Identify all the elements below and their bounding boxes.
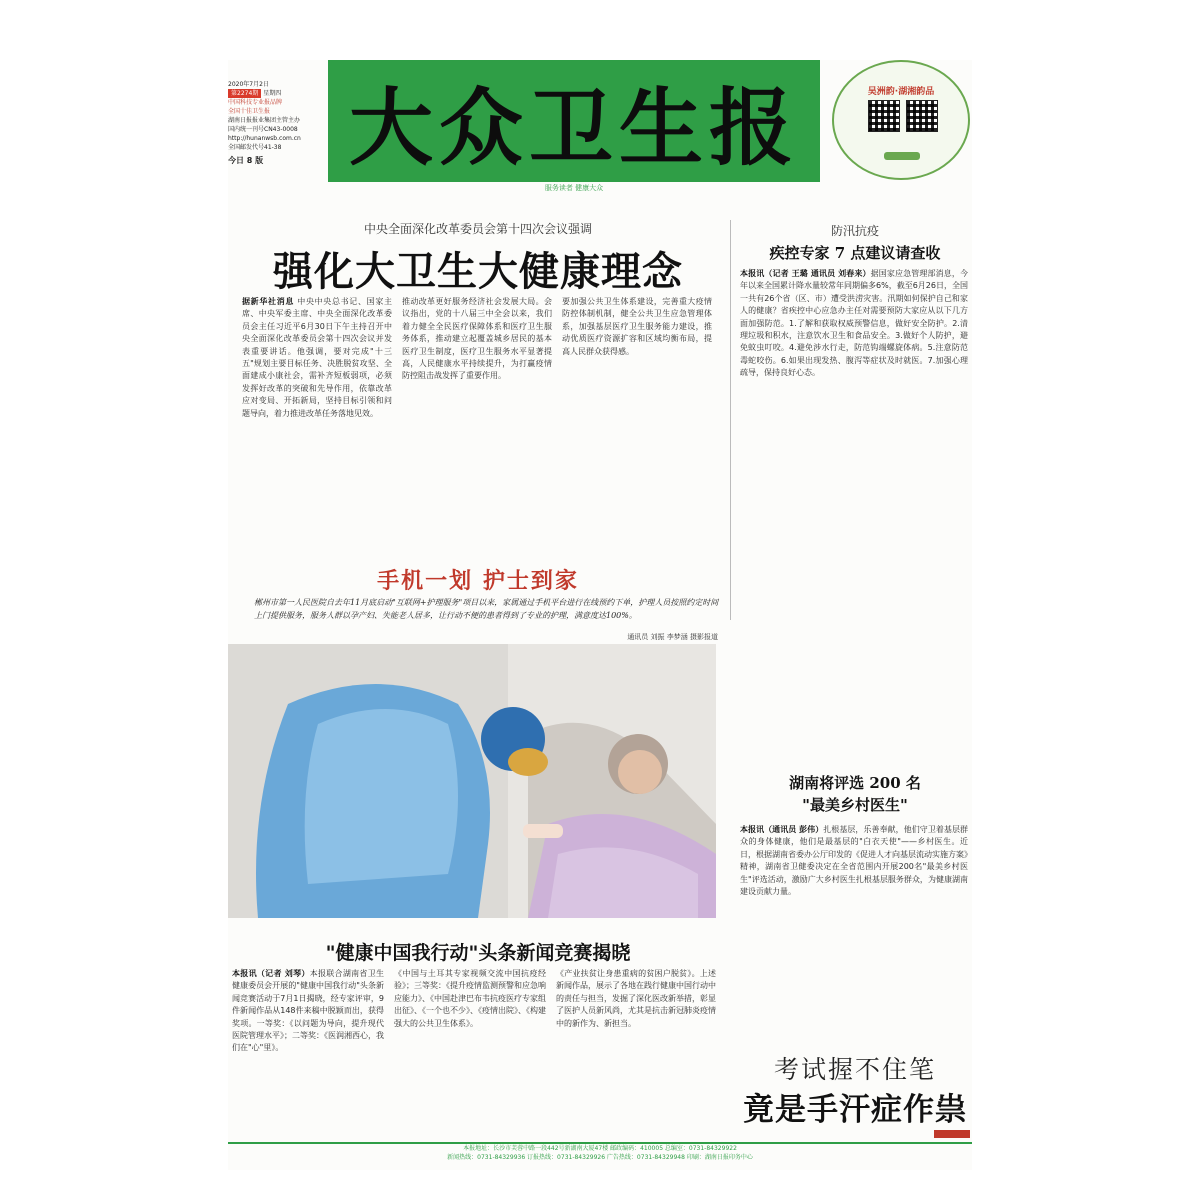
sidebar-headline-2b: "最美乡村医生" xyxy=(802,796,908,814)
footer-line: 新闻热线：0731-84329936 订报热线：0731-84329926 广告热线：0731-84329948 印刷：湖南日报印务中心 xyxy=(447,1154,753,1161)
lead-kicker: 中央全面深化改革委员会第十四次会议强调 xyxy=(363,222,592,236)
bottom-headline: "健康中国我行动"头条新闻竞赛揭晓 xyxy=(325,942,631,964)
qr-code-icon xyxy=(906,100,938,132)
badge-brand: 吴洲韵·湖湘韵品 xyxy=(867,87,935,97)
sidebar-kicker: 防汛抗疫 xyxy=(830,224,879,238)
photo-story-caption: 郴州市第一人民医院自去年11月底启动"互联网+护理服务"项目以来，家属通过手机平台进行在线预约下单，护理人员按照约定时间上门提供服务，服务人群以孕产妇、失能老人居多，让行动不便的患者得到了专业的护理，满意度达100%。 xyxy=(254,598,719,620)
ad-line-1: 考试握不住笔 xyxy=(773,1055,936,1084)
newspaper-page xyxy=(228,60,972,1170)
column-divider xyxy=(730,220,731,620)
ad-line-2: 竟是手汗症作祟 xyxy=(743,1092,967,1128)
sidebar-body-2: 本报讯（通讯员 彭伟）扎根基层，乐善奉献，他们守卫着基层群众的身体健康，他们是最基层的"白衣天使"——乡村医生。近日，根据湖南省委办公厅印发的《促进人才向基层流动实施方案》精神，湖南省卫健委决定在全省范围内开展200名"最美乡村医生"评选活动，激励广大乡村医生扎根基层服务群众，为健康湖南建设贡献力量。 xyxy=(740,825,968,897)
issue-weekday: 星期四 xyxy=(263,90,282,97)
qr-code-badge xyxy=(832,60,970,180)
footer-line: 本报地址：长沙市芙蓉中路一段442号新湖南大厦47楼 邮政编码：410005 总编室：0731-84329922 xyxy=(463,1145,737,1152)
lead-column-1: 据新华社消息 中央中央总书记、国家主席、中央军委主席、中央全面深化改革委员会主任习近平6月30日下午主持召开中央全面深化改革委员会第十四次会议并发表重要讲话。他强调，要对完成"十三五"规划主要目标任务、决胜脱贫攻坚、全面建成小康社会，需补齐短板弱项，必须发挥好改革的突破和先导作用，依靠改革应对变局、开拓新局，坚持目标引领和问题导向，着力推进改革任务落地见效。 xyxy=(242,297,392,418)
masthead-slogan: 服务读者 健康大众 xyxy=(544,184,604,192)
bottom-column-2: 《中国与土耳其专家视频交流中国抗疫经验》；三等奖：《提升疫情监测预警和应急响应能力》、《中国赴津巴布韦抗疫医疗专家组出征》、《一个也不少》、《疫情出院》、《构建强大的公共卫生体系》。 xyxy=(394,969,546,1028)
bottom-column-1: 本报讯（记者 刘琴）本报联合湖南省卫生健康委员会开展的"健康中国我行动"头条新闻竞赛活动于7月1日揭晓，经专家评审，9件新闻作品从148件来稿中脱颖而出，获得奖项。一等奖：《以问题为导向，提升现代医院管理水平》；二等奖：《医润湘西心，我们在"心"里》。 xyxy=(232,969,384,1053)
laurel-icon xyxy=(884,152,920,160)
masthead-banner xyxy=(328,60,820,182)
lead-column-3: 要加强公共卫生体系建设，完善重大疫情防控体制机制，健全公共卫生应急管理体系，加强基层医疗卫生服务能力建设，推动优质医疗资源扩容和区域均衡布局，提高人民群众获得感。 xyxy=(562,297,712,356)
ad-tag-icon xyxy=(934,1130,970,1138)
publisher-line: 国内统一刊号CN43-0008 xyxy=(228,126,298,133)
lead-headline: 强化大卫生大健康理念 xyxy=(273,248,683,295)
sidebar-byline-2: 本报讯（通讯员 彭伟） xyxy=(740,825,824,834)
photo-story-title: 手机一划 护士到家 xyxy=(377,568,579,594)
issue-info xyxy=(228,80,326,165)
sidebar-body: 本报讯（记者 王璐 通讯员 刘春来）据国家应急管理部消息，今年以来全国累计降水量较常年同期偏多6%，截至6月26日，全国一共有26个省（区、市）遭受洪涝灾害。汛期如何保护自己和家人的健康？省疾控中心应急办主任对需要预防大家应从以下几方面加强防范。1.了解和获取权威预警信息，做好安全防护。2.清理垃圾和积水，注意饮水卫生和食品安全。3.做好个人防护，避免蚊虫叮咬。4.避免涉水行走，防范钩端螺旋体病。5.注意防范毒蛇咬伤。6.如果出现发热、腹泻等症状及时就医。7.加强心理疏导，保持良好心态。 xyxy=(740,269,968,378)
bottom-byline: 本报讯（记者 刘琴） xyxy=(232,969,310,978)
sidebar-byline: 本报讯（记者 王璐 通讯员 刘春来） xyxy=(740,269,871,278)
photo-illustration xyxy=(228,644,716,918)
bottom-column-3: 《产业扶贫让身患重病的贫困户脱贫》。上述新闻作品，展示了各地在践行健康中国行动中的责任与担当，发掘了深化医改新举措，彰显了医护人员新风尚，尤其是抗击新冠肺炎疫情中的新作为、新担当。 xyxy=(556,969,716,1028)
award-line: 全国十佳卫生报 xyxy=(228,108,271,115)
footer xyxy=(228,1142,972,1170)
nurse-visit-photo xyxy=(228,644,716,918)
lead-byline: 据新华社消息 xyxy=(242,297,295,306)
issue-date: 2020年7月2日 xyxy=(228,81,269,88)
page-count: 今日 8 版 xyxy=(228,156,264,165)
publisher-line: http://hunanwsb.com.cn xyxy=(228,135,301,142)
lead-column-2: 推动改革更好服务经济社会发展大局。会议指出，党的十八届三中全会以来，我们着力健全全民医疗保障体系和医疗卫生服务体系，推动建立起覆盖城乡居民的基本医疗卫生制度，医疗卫生服务水平显著提高，人民健康水平持续提升，为打赢疫情防控阻击战发挥了重要作用。 xyxy=(402,297,552,381)
photo-credit: 通讯员 刘振 李梦涵 摄影报道 xyxy=(627,633,718,641)
newspaper-title: 大众卫生报 xyxy=(348,77,799,177)
sidebar-headline: 疾控专家 7 点建议请查收 xyxy=(769,244,941,262)
sidebar-headline-2: 湖南将评选 200 名 xyxy=(789,774,921,792)
issue-number: 第2274期 xyxy=(228,89,261,98)
publisher-line: 湖南日报报业集团主管主办 xyxy=(228,117,301,124)
award-line: 中国科技专业报品牌 xyxy=(228,99,283,106)
publisher-line: 全国邮发代号41-38 xyxy=(228,144,282,151)
qr-code-icon xyxy=(868,100,900,132)
